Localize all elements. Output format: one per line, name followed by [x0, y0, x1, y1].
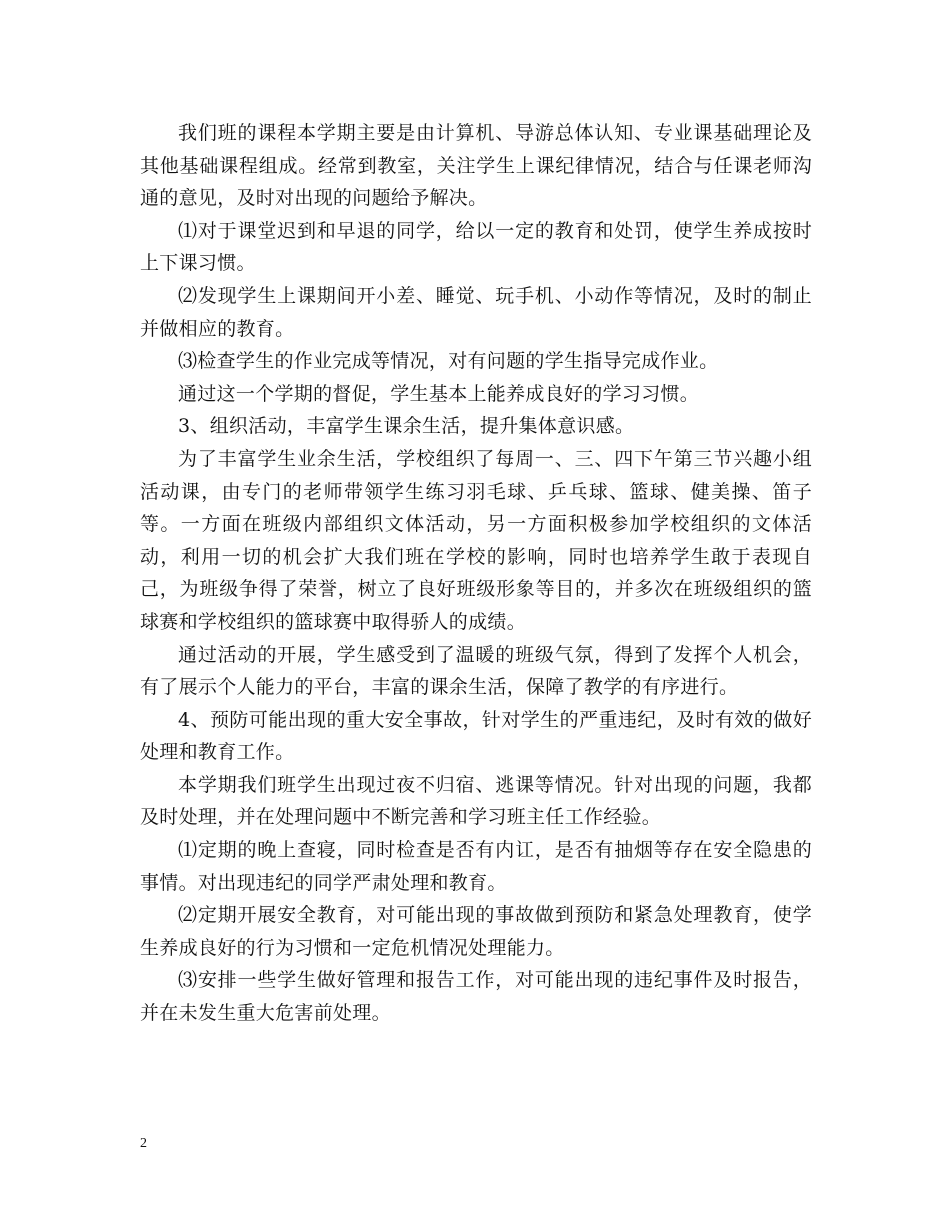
paragraph-activities-result: 通过活动的开展，学生感受到了温暖的班级气氛，得到了发挥个人机会，有了展示个人能力的平台，丰富的课余生活，保障了教学的有序进行。 — [140, 643, 812, 699]
paragraph-course-overview: 我们班的课程本学期主要是由计算机、导游总体认知、专业课基础理论及其他基础课程组成。经常到教室，关注学生上课纪律情况，结合与任课老师沟通的意见，及时对出现的问题给予解决。 — [140, 122, 812, 210]
paragraph-study-habits: 通过这一个学期的督促，学生基本上能养成良好的学习习惯。 — [178, 382, 700, 405]
paragraph-activities-detail: 为了丰富学生业余生活，学校组织了每周一、三、四下午第三节兴趣小组活动课，由专门的老师带领学生练习羽毛球、乒乓球、篮球、健美操、笛子等。一方面在班级内部组织文体活动，另一方面积极参加学校组织的文体活动，利用一切的机会扩大我们班在学校的影响，同时也培养学生敢于表现自己，为班级争得了荣誉，树立了良好班级形象等目的，并多次在班级组织的篮球赛和学校组织的篮球赛中取得骄人的成绩。 — [140, 447, 812, 633]
page-number: 2 — [140, 1136, 147, 1151]
section-heading-safety: 4、预防可能出现的重大安全事故，针对学生的严重违纪，及时有效的做好处理和教育工作。 — [140, 708, 812, 764]
paragraph-item-reporting: ⑶安排一些学生做好管理和报告工作，对可能出现的违纪事件及时报告，并在未发生重大危害前处理。 — [140, 969, 812, 1025]
document-body — [140, 117, 812, 1030]
paragraph-item-safety-education: ⑵定期开展安全教育，对可能出现的事故做到预防和紧急处理教育，使学生养成良好的行为习惯和一定危机情况处理能力。 — [140, 904, 812, 959]
paragraph-item-dorm-check: ⑴定期的晚上查寝，同时检查是否有内讧，是否有抽烟等存在安全隐患的事情。对出现违纪的同学严肃处理和教育。 — [140, 839, 812, 894]
paragraph-safety-overview: 本学期我们班学生出现过夜不归宿、逃课等情况。针对出现的问题，我都及时处理，并在处理问题中不断完善和学习班主任工作经验。 — [140, 773, 812, 829]
paragraph-item-distraction: ⑵发现学生上课期间开小差、睡觉、玩手机、小动作等情况，及时的制止并做相应的教育。 — [140, 284, 812, 340]
section-heading-activities: 3、组织活动，丰富学生课余生活，提升集体意识感。 — [178, 415, 635, 438]
paragraph-item-lateness: ⑴对于课堂迟到和早退的同学，给以一定的教育和处罚，使学生养成按时上下课习惯。 — [140, 219, 812, 275]
paragraph-item-homework: ⑶检查学生的作业完成等情况，对有问题的学生指导完成作业。 — [178, 350, 719, 373]
